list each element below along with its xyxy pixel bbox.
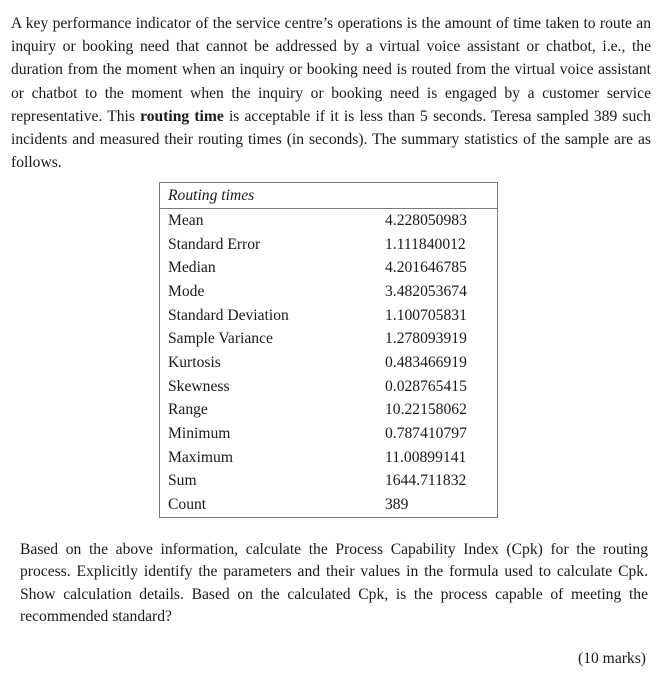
table-header-row bbox=[160, 183, 498, 209]
table-row bbox=[160, 327, 498, 351]
table-row bbox=[160, 280, 498, 304]
stat-label: Minimum bbox=[168, 425, 231, 443]
stat-value: 10.22158062 bbox=[385, 401, 467, 419]
stat-label: Sample Variance bbox=[168, 330, 273, 348]
intro-text-part1: A key performance indicator of the service centre’s operations is the amount of time taken to route an inquiry or booking need that cannot be addressed by a virtual voice assistant or chatbot, i.e., the duration from the moment when an inquiry or booking need is routed from the virtual voice assistant or chatbot to the moment when the inquiry or booking need is engaged by a customer service representative. This bbox=[11, 15, 651, 125]
stat-label: Range bbox=[168, 401, 208, 419]
table-row bbox=[160, 470, 498, 494]
stat-label: Maximum bbox=[168, 448, 233, 466]
table-row bbox=[160, 304, 498, 328]
stat-value: 0.787410797 bbox=[385, 425, 467, 443]
stat-value: 1.278093919 bbox=[385, 330, 467, 348]
table-row bbox=[160, 375, 498, 399]
summary-statistics-table bbox=[159, 182, 498, 518]
intro-paragraph bbox=[11, 12, 651, 174]
stat-value: 1.100705831 bbox=[385, 306, 467, 324]
table-row bbox=[160, 422, 498, 446]
table-row bbox=[160, 446, 498, 470]
stat-value: 0.028765415 bbox=[385, 377, 467, 395]
routing-time-emphasis: routing time bbox=[140, 107, 224, 125]
stat-value: 3.482053674 bbox=[385, 282, 467, 300]
table-row bbox=[160, 209, 498, 233]
marks-label: (10 marks) bbox=[578, 650, 646, 667]
question-paragraph: Based on the above information, calculate the Process Capability Index (Cpk) for the routing process. Explicitly identify the parameters and their values in the formula used to calculate Cpk. Show calculation details. Based on the calculated Cpk, is the process capable of meeting the recommended standard? bbox=[20, 541, 648, 625]
intro-text-part2: is acceptable if it is less than 5 seconds. Teresa sampled 389 such incidents and measured their routing times (in seconds). The summary statistics of the sample are as follows. bbox=[11, 107, 651, 172]
stat-value: 4.228050983 bbox=[385, 211, 467, 229]
stat-value: 389 bbox=[385, 496, 409, 514]
stat-label: Sum bbox=[168, 472, 197, 490]
stat-value: 4.201646785 bbox=[385, 259, 467, 277]
stat-label: Median bbox=[168, 259, 216, 277]
stat-label: Standard Deviation bbox=[168, 306, 289, 324]
table-row bbox=[160, 399, 498, 423]
stat-label: Mode bbox=[168, 282, 205, 300]
stat-label: Standard Error bbox=[168, 235, 261, 253]
table-header: Routing times bbox=[160, 183, 498, 209]
table-row bbox=[160, 233, 498, 257]
table-row bbox=[160, 351, 498, 375]
stat-value: 11.00899141 bbox=[385, 448, 467, 466]
table-row bbox=[160, 256, 498, 280]
stat-label: Mean bbox=[168, 211, 204, 229]
stat-value: 1644.711832 bbox=[385, 472, 467, 490]
stat-label: Skewness bbox=[168, 377, 230, 395]
stat-label: Count bbox=[168, 496, 207, 514]
stat-label: Kurtosis bbox=[168, 353, 221, 371]
table-row bbox=[160, 493, 498, 517]
stat-value: 0.483466919 bbox=[385, 353, 467, 371]
stat-value: 1.111840012 bbox=[385, 235, 466, 253]
